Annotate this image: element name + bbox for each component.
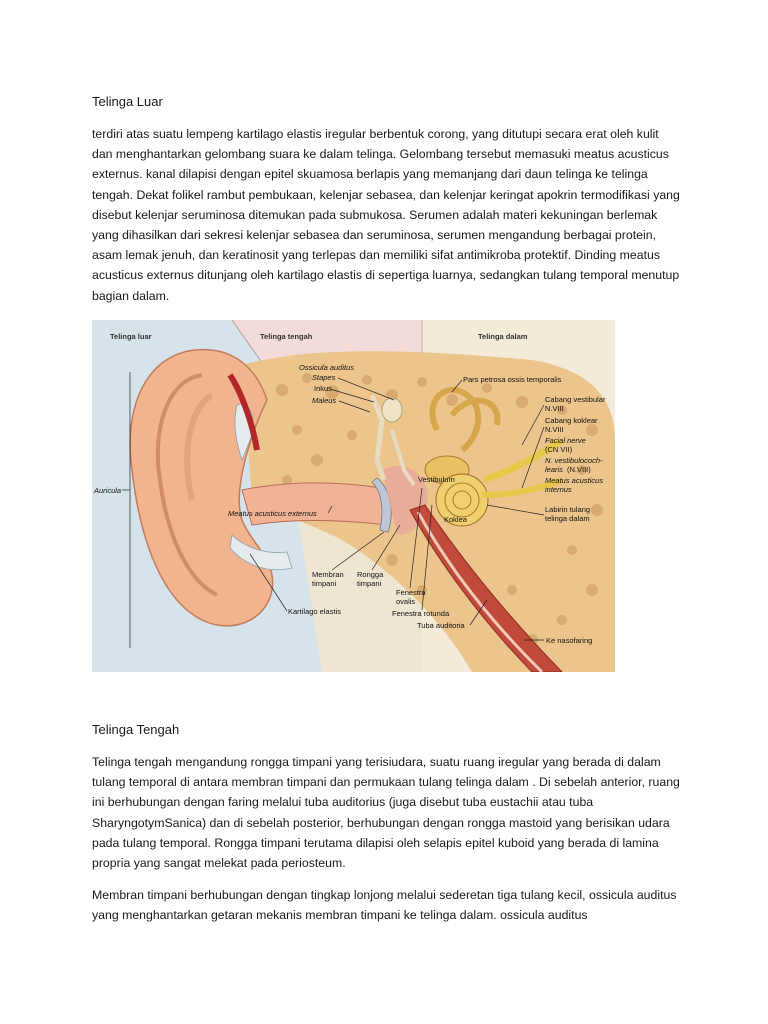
label-facial-nerve-cn: (CN VII) (545, 445, 573, 454)
paragraph-telinga-tengah-2: Membran timpani berhubungan dengan tingkap lonjong melalui sederetan tiga tulang kecil, ossicula auditus yang menghantarkan getaran mekanis membran timpani ke telinga dalam. ossicula auditus (92, 888, 677, 923)
label-vestibulum: Vestibulum (418, 475, 455, 484)
label-telinga-tengah: Telinga tengah (260, 332, 313, 341)
label-meatus-internus: Meatus acusticus (545, 476, 603, 485)
label-labirin: Labirin tulang (545, 505, 591, 514)
label-n-vestibulo-3: (N.VIII) (567, 465, 591, 474)
label-nasofaring: Ke nasofaring (546, 636, 593, 645)
label-cabang-koklear-n: N.VIII (545, 425, 564, 434)
label-labirin-2: telinga dalam (545, 514, 590, 523)
label-n-vestibulo: N. vestibulococh- (545, 456, 603, 465)
ear-anatomy-figure (92, 320, 615, 672)
label-stapes: Stapes (312, 373, 336, 382)
label-facial-nerve: Facial nerve (545, 436, 586, 445)
label-membran-2: timpani (312, 579, 337, 588)
label-rongga-2: timpani (357, 579, 382, 588)
heading-telinga-tengah: Telinga Tengah (92, 722, 180, 737)
heading-telinga-luar: Telinga Luar (92, 94, 163, 109)
label-telinga-dalam: Telinga dalam (478, 332, 528, 341)
label-ossicula: Ossicula auditus (299, 363, 355, 372)
label-fenestra-ovalis-2: ovalis (396, 597, 416, 606)
label-auricula: Auricula (94, 486, 122, 495)
paragraph-telinga-luar: terdiri atas suatu lempeng kartilago elastis iregular berbentuk corong, yang ditutupi secara erat oleh kulit dan menghantarkan gelombang suara ke dalam telinga. Gelombang tersebut memasuki meatus acusticus externus. kanal dilapisi dengan epitel skuamosa berlapis yang memanjang dari daun telinga ke telinga tengah. Dekat folikel rambut pembukaan, kelenjar sebasea, dan kelenjar keringat apokrin termodifikasi yang disebut kelenjar seruminosa ditemukan pada submukosa. Serumen adalah materi kekuningan berlemak yang dihasilkan dari sekresi kelenjar sebasea dan seruminosa, serumen mengandung berbagai protein, asam lemak jenuh, dan keratinosit yang terlepas dan memiliki sifat antimikroba protektif. Dinding meatus acusticus externus ditunjang oleh kartilago elastis di sepertiga luarnya, sedangkan tulang temporal menutup bagian dalam. (92, 127, 680, 303)
label-inkus: Inkus (314, 384, 332, 393)
label-meatus-externus: Meatus acusticus externus (228, 509, 317, 518)
label-tuba: Tuba auditoria (417, 621, 465, 630)
label-rongga: Rongga (357, 570, 384, 579)
label-fenestra-ovalis: Fenestra (396, 588, 426, 597)
meatus-externus-shape (242, 483, 388, 525)
label-kartilago: Kartilago elastis (288, 607, 341, 616)
label-fenestra-rotunda: Fenestra rotunda (392, 609, 450, 618)
label-meatus-internus-2: internus (545, 485, 572, 494)
paragraph-telinga-tengah-1: Telinga tengah mengandung rongga timpani yang terisiudara, suatu ruang iregular yang berada di dalam tulang temporal di antara membran timpani dan permukaan tulang telinga dalam . Di sebelah anterior, ruang ini berhubungan dengan faring melalui tuba auditorius (juga disebut tuba eustachii atau tuba SharyngotymSanica) dan di sebelah posterior, berhubungan dengan rongga mastoid yang berisikan udara pada tulang temporal. Rongga timpani terutama dilapisi oleh selapis epitel kuboid yang berada di lamina propria yang sangat melekat pada periosteum. (92, 755, 680, 871)
label-koklea: Koklea (444, 515, 467, 524)
label-cabang-vestibular: Cabang vestibular (545, 395, 606, 404)
label-cabang-koklear: Cabang koklear (545, 416, 598, 425)
label-pars-petrosa: Pars petrosa ossis temporalis (463, 375, 562, 384)
label-cabang-vestibular-n: N.VIII (545, 404, 564, 413)
label-n-vestibulo-2: learis (545, 465, 563, 474)
label-membran: Membran (312, 570, 344, 579)
label-telinga-luar: Telinga luar (110, 332, 152, 341)
label-maleus: Maleus (312, 396, 337, 405)
